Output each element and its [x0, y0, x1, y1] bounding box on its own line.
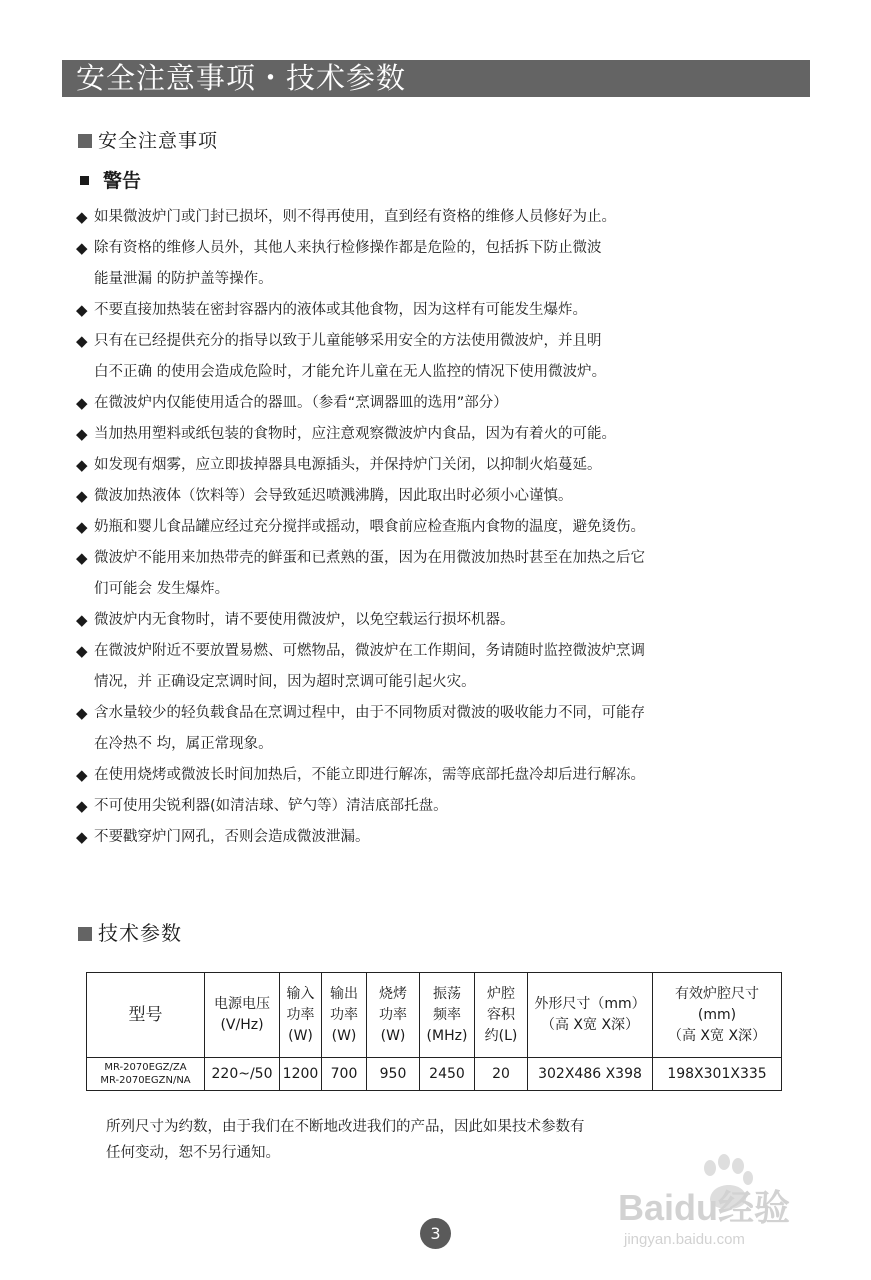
header-volume: 炉腔 容积 约(L)	[475, 973, 528, 1058]
list-item-text: 在微波炉内仅能使用适合的器皿。（参看“烹调器皿的选用”部分）	[94, 395, 508, 411]
list-item	[76, 450, 796, 481]
list-item	[76, 202, 796, 233]
cell-input-power: 1200	[280, 1058, 322, 1091]
list-item-text: 不可使用尖锐利器(如清洁球、铲勺等）清洁底部托盘。	[94, 798, 448, 814]
diamond-bullet-icon: ◆	[76, 208, 88, 226]
diamond-bullet-icon: ◆	[76, 239, 88, 257]
watermark-brand: Baidu经验	[618, 1187, 791, 1228]
diamond-bullet-icon: ◆	[76, 766, 88, 784]
list-item-text: 只有在已经提供充分的指导以致于儿童能够采用安全的方法使用微波炉，并且明	[94, 333, 602, 349]
list-item-text: 如果微波炉门或门封已损坏，则不得再使用，直到经有资格的维修人员修好为止。	[94, 209, 616, 225]
list-item	[76, 636, 796, 698]
list-item-text: 当加热用塑料或纸包装的食物时，应注意观察微波炉内食品，因为有着火的可能。	[94, 426, 616, 442]
diamond-bullet-icon: ◆	[76, 549, 88, 567]
header-grill-power: 烧烤 功率 (W)	[367, 973, 420, 1058]
warning-heading: 警告	[80, 166, 141, 193]
header-model: 型号	[87, 973, 205, 1058]
spec-value-row	[87, 1058, 782, 1091]
spec-heading: 技术参数	[78, 917, 182, 946]
list-item-text: 情况，并 正确设定烹调时间，因为超时烹调可能引起火灾。	[94, 674, 476, 690]
square-bullet-icon	[80, 176, 89, 185]
diamond-bullet-icon: ◆	[76, 332, 88, 350]
list-item-text: 微波炉不能用来加热带壳的鲜蛋和已煮熟的蛋，因为在用微波加热时甚至在加热之后它	[94, 550, 645, 566]
list-item	[76, 760, 796, 791]
list-item	[76, 791, 796, 822]
header-outer-size: 外形尺寸（mm） （高 X宽 X深）	[528, 973, 653, 1058]
cell-frequency: 2450	[420, 1058, 475, 1091]
list-item-text: 奶瓶和婴儿食品罐应经过充分搅拌或摇动，喂食前应检查瓶内食物的温度，避免烫伤。	[94, 519, 645, 535]
list-item	[76, 326, 796, 388]
list-item	[76, 605, 796, 636]
diamond-bullet-icon: ◆	[76, 642, 88, 660]
list-item-text: 微波炉内无食物时，请不要使用微波炉，以免空载运行损坏机器。	[94, 612, 515, 628]
spec-table	[86, 972, 782, 1091]
list-item-text: 不要直接加热装在密封容器内的液体或其他食物，因为这样有可能发生爆炸。	[94, 302, 587, 318]
diamond-bullet-icon: ◆	[76, 828, 88, 846]
header-input-power: 输入 功率 (W)	[280, 973, 322, 1058]
list-item-text: 含水量较少的轻负载食品在烹调过程中，由于不同物质对微波的吸收能力不同，可能存	[94, 705, 645, 721]
diamond-bullet-icon: ◆	[76, 611, 88, 629]
safety-heading: 安全注意事项	[78, 126, 218, 153]
list-item-text: 能量泄漏 的防护盖等操作。	[94, 271, 273, 287]
spec-header-row	[87, 973, 782, 1058]
warning-list	[76, 202, 796, 853]
spec-note: 所列尺寸为约数，由于我们在不断地改进我们的产品，因此如果技术参数有 任何变动，恕不另行通知。	[106, 1119, 585, 1161]
cell-model: MR-2070EGZ/ZA MR-2070EGZN/NA	[87, 1058, 205, 1091]
header-frequency: 振荡 频率 (MHz)	[420, 973, 475, 1058]
cell-output-power: 700	[322, 1058, 367, 1091]
list-item	[76, 543, 796, 605]
cell-cavity-size: 198X301X335	[653, 1058, 782, 1091]
list-item	[76, 822, 796, 853]
header-output-power: 输出 功率 (W)	[322, 973, 367, 1058]
cell-voltage: 220~/50	[205, 1058, 280, 1091]
list-item	[76, 698, 796, 760]
header-voltage: 电源电压 (V/Hz)	[205, 973, 280, 1058]
list-item	[76, 295, 796, 326]
list-item-text: 白不正确 的使用会造成危险时，才能允许儿童在无人监控的情况下使用微波炉。	[94, 364, 607, 380]
list-item-text: 微波加热液体（饮料等）会导致延迟喷溅沸腾，因此取出时必须小心谨慎。	[94, 488, 573, 504]
list-item	[76, 419, 796, 450]
diamond-bullet-icon: ◆	[76, 456, 88, 474]
diamond-bullet-icon: ◆	[76, 487, 88, 505]
page-title: 安全注意事项・技术参数	[76, 61, 407, 95]
diamond-bullet-icon: ◆	[76, 704, 88, 722]
watermark-url: jingyan.baidu.com	[624, 1231, 745, 1248]
diamond-bullet-icon: ◆	[76, 425, 88, 443]
page-number: 3	[420, 1218, 451, 1249]
cell-outer-size: 302X486 X398	[528, 1058, 653, 1091]
list-item-text: 在使用烧烤或微波长时间加热后，不能立即进行解冻，需等底部托盘冷却后进行解冻。	[94, 767, 645, 783]
square-bullet-icon	[78, 134, 92, 148]
list-item	[76, 388, 796, 419]
square-bullet-icon	[78, 927, 92, 941]
header-cavity-size: 有效炉腔尺寸 (mm) （高 X宽 X深）	[653, 973, 782, 1058]
list-item-text: 除有资格的维修人员外，其他人来执行检修操作都是危险的，包括拆下防止微波	[94, 240, 602, 256]
list-item-text: 如发现有烟雾，应立即拔掉器具电源插头，并保持炉门关闭，以抑制火焰蔓延。	[94, 457, 602, 473]
list-item	[76, 512, 796, 543]
list-item-text: 们可能会 发生爆炸。	[94, 581, 230, 597]
page-header	[62, 60, 810, 97]
list-item-text: 在冷热不 均，属正常现象。	[94, 736, 273, 752]
cell-volume: 20	[475, 1058, 528, 1091]
list-item	[76, 233, 796, 295]
diamond-bullet-icon: ◆	[76, 394, 88, 412]
cell-grill-power: 950	[367, 1058, 420, 1091]
diamond-bullet-icon: ◆	[76, 797, 88, 815]
baidu-watermark	[618, 1150, 828, 1250]
list-item-text: 在微波炉附近不要放置易燃、可燃物品，微波炉在工作期间，务请随时监控微波炉烹调	[94, 643, 645, 659]
diamond-bullet-icon: ◆	[76, 301, 88, 319]
list-item	[76, 481, 796, 512]
diamond-bullet-icon: ◆	[76, 518, 88, 536]
list-item-text: 不要戳穿炉门网孔，否则会造成微波泄漏。	[94, 829, 370, 845]
